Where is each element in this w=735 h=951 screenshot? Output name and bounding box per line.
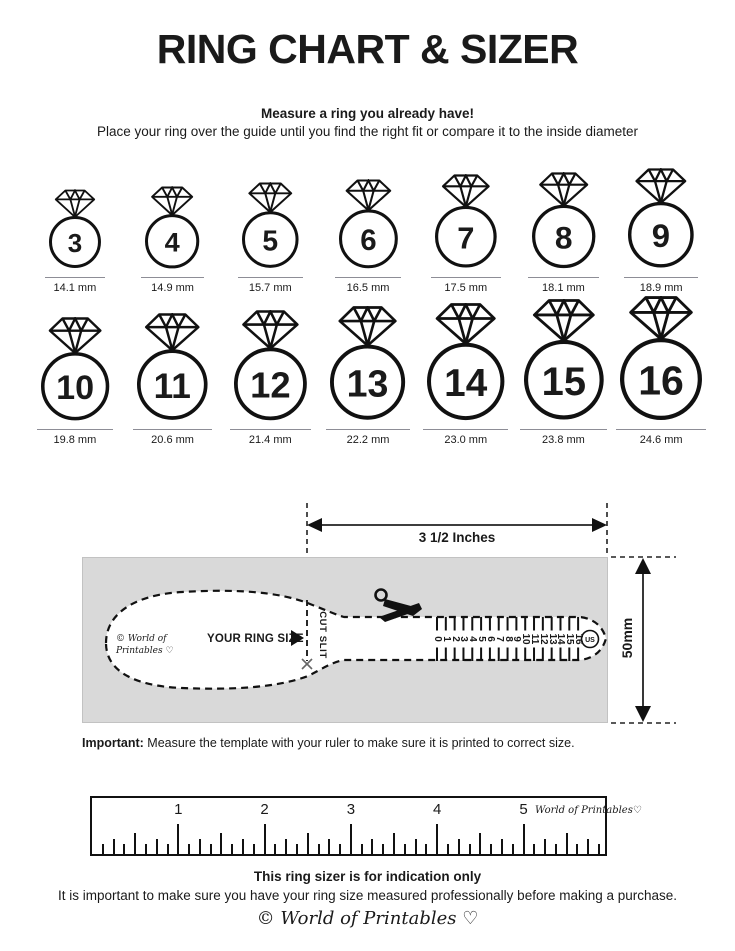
ring-size-number: 6 xyxy=(359,223,377,257)
ruler-tick xyxy=(253,844,255,855)
diamond-ring-icon xyxy=(36,317,114,425)
ruler-tick xyxy=(361,844,363,855)
ring-size-number: 7 xyxy=(457,220,475,256)
diamond-ring-icon xyxy=(527,172,600,273)
size-scale-number: 16 xyxy=(573,633,585,645)
ring-underline xyxy=(230,429,311,430)
ruler-tick xyxy=(501,839,503,854)
ruler-tick xyxy=(285,839,287,854)
ring-size-item xyxy=(417,303,515,446)
size-scale-number: 5 xyxy=(476,636,488,642)
size-scale-number: 7 xyxy=(493,636,505,642)
ring-size-number: 14 xyxy=(444,362,488,406)
ring-diameter-label: 24.6 mm xyxy=(639,434,683,446)
ring-size-item xyxy=(612,296,710,446)
ruler-tick xyxy=(328,839,330,854)
ruler-tick xyxy=(318,844,320,855)
ruler-tick xyxy=(350,824,352,854)
diamond-ring-icon xyxy=(623,168,699,273)
cut-slit-label: CUT SLIT xyxy=(317,611,328,659)
ruler-tick xyxy=(167,844,169,855)
ruler-tick xyxy=(156,839,158,854)
ring-size-item xyxy=(515,172,613,294)
ruler-tick xyxy=(220,833,222,854)
ring-underline xyxy=(133,429,212,430)
ruler-tick xyxy=(512,844,514,855)
ring-diameter-label: 14.1 mm xyxy=(53,282,97,294)
ring-size-number: 12 xyxy=(250,364,291,406)
size-scale-number: 4 xyxy=(467,636,479,642)
ring-size-number: 4 xyxy=(165,226,181,258)
diamond-ring-icon xyxy=(615,296,707,425)
pointer-triangle-icon xyxy=(291,630,304,646)
ring-underline xyxy=(520,429,608,430)
ruler-tick xyxy=(307,833,309,854)
size-scale-number: 11 xyxy=(529,633,541,645)
subtitle-bold: Measure a ring you already have! xyxy=(260,106,475,121)
ring-diameter-label: 17.5 mm xyxy=(444,282,488,294)
ring-diameter-label: 16.5 mm xyxy=(346,282,390,294)
ruler-tick xyxy=(533,844,535,855)
your-ring-size-label: YOUR RING SIZE xyxy=(207,633,304,645)
ring-underline xyxy=(335,277,402,278)
subtitle: Place your ring over the guide until you find the right fit or compare it to the inside diameter xyxy=(96,124,639,139)
height-dimension-label: 50mm xyxy=(619,617,635,659)
ring-row-sizes-10-16 xyxy=(26,296,710,446)
ruler-tick xyxy=(587,839,589,854)
ring-diameter-label: 19.8 mm xyxy=(53,434,97,446)
ruler-tick xyxy=(371,839,373,854)
ring-size-number: 5 xyxy=(262,224,279,257)
ruler-inch-number: 4 xyxy=(433,801,442,818)
ruler-tick xyxy=(145,844,147,855)
ring-underline xyxy=(624,277,698,278)
ruler-inch-number: 5 xyxy=(519,801,528,818)
ring-size-item xyxy=(417,174,515,294)
diamond-ring-icon xyxy=(140,186,204,273)
ruler-tick xyxy=(134,833,136,854)
ring-underline xyxy=(431,277,501,278)
ruler-tick xyxy=(490,844,492,855)
ring-underline xyxy=(37,429,113,430)
ring-diameter-label: 21.4 mm xyxy=(248,434,292,446)
ruler-tick xyxy=(188,844,190,855)
ruler-tick xyxy=(544,839,546,854)
ring-size-number: 15 xyxy=(541,360,586,405)
ring-size-item xyxy=(26,189,124,294)
ruler-tick xyxy=(598,844,600,855)
ruler-tick xyxy=(113,839,115,854)
width-dimension-label: 3 1/2 Inches xyxy=(418,530,496,545)
footer-line: It is important to make sure you have your ring size measured professionally before making a purchase. xyxy=(57,888,678,903)
ring-size-number: 9 xyxy=(652,217,671,255)
diamond-ring-icon xyxy=(325,306,410,425)
us-badge-label: US xyxy=(585,637,595,644)
diamond-ring-icon xyxy=(519,299,609,425)
ruler-tick xyxy=(576,844,578,855)
ring-size-number: 3 xyxy=(67,227,83,258)
page-title: RING CHART & SIZER xyxy=(156,26,579,72)
ruler-tick xyxy=(123,844,125,855)
ring-size-number: 11 xyxy=(153,367,192,407)
ring-size-item xyxy=(319,306,417,446)
printable-ruler xyxy=(90,796,642,856)
size-scale-number: 9 xyxy=(511,636,523,642)
ruler-tick xyxy=(415,839,417,854)
ruler-tick xyxy=(177,824,179,854)
ring-underline xyxy=(423,429,508,430)
arrow-down-icon xyxy=(635,706,651,722)
diamond-ring-icon xyxy=(229,310,312,425)
ring-underline xyxy=(45,277,105,278)
ruler-tick xyxy=(210,844,212,855)
ring-underline xyxy=(326,429,409,430)
ruler-tick xyxy=(199,839,201,854)
ring-underline xyxy=(238,277,303,278)
ring-underline xyxy=(528,277,599,278)
ring-size-item xyxy=(221,182,319,294)
ring-row-sizes-3-9 xyxy=(26,174,710,294)
ruler-tick xyxy=(393,833,395,854)
ring-diameter-label: 15.7 mm xyxy=(248,282,292,294)
ring-diameter-label: 22.2 mm xyxy=(346,434,390,446)
ruler-tick xyxy=(339,844,341,855)
ring-size-item xyxy=(124,313,222,446)
ruler-tick xyxy=(523,824,525,854)
ring-size-item xyxy=(26,317,124,446)
size-scale-number: 15 xyxy=(564,633,576,645)
diamond-ring-icon xyxy=(44,189,106,273)
ruler-tick xyxy=(102,844,104,855)
ruler-tick xyxy=(296,844,298,855)
ruler-tick xyxy=(555,844,557,855)
important-label: Important: xyxy=(82,736,144,750)
diamond-ring-icon xyxy=(422,303,509,425)
ruler-tick xyxy=(436,824,438,854)
ring-size-item xyxy=(612,168,710,294)
sizer-brand-text: © World of Printables ♡ xyxy=(116,634,174,656)
size-scale-number: 10 xyxy=(520,633,532,645)
ruler-tick xyxy=(382,844,384,855)
ruler-tick xyxy=(404,844,406,855)
ruler-tick xyxy=(458,839,460,854)
ruler-tick xyxy=(566,833,568,854)
size-scale-number: 13 xyxy=(546,633,558,645)
ruler-tick xyxy=(231,844,233,855)
diamond-ring-icon xyxy=(334,179,403,273)
ruler-tick xyxy=(425,844,427,855)
size-scale-number: 2 xyxy=(449,636,461,642)
size-scale-number: 1 xyxy=(440,636,452,642)
ring-size-number: 10 xyxy=(55,368,94,407)
ring-diameter-label: 18.1 mm xyxy=(542,282,585,294)
ruler-tick xyxy=(242,839,244,854)
arrow-right-icon xyxy=(592,518,607,532)
ring-underline xyxy=(616,429,706,430)
ring-diameter-label: 23.0 mm xyxy=(444,434,488,446)
size-scale-number: 3 xyxy=(458,636,470,642)
size-scale-number: 14 xyxy=(555,633,567,645)
ring-size-number: 16 xyxy=(638,357,684,404)
footer-brand-text: © World of Printables ♡ xyxy=(256,908,479,929)
ring-sizer-figure xyxy=(0,495,735,745)
diamond-ring-icon xyxy=(430,174,502,273)
ring-diameter-label: 20.6 mm xyxy=(151,434,194,446)
ruler-tick xyxy=(479,833,481,854)
arrow-up-icon xyxy=(635,558,651,574)
ring-diameter-label: 14.9 mm xyxy=(151,282,194,294)
size-scale-number: 12 xyxy=(537,633,549,645)
size-scale-number: 6 xyxy=(484,636,496,642)
footer-bold-line: This ring sizer is for indication only xyxy=(253,869,482,884)
ruler-inch-number: 2 xyxy=(260,801,269,818)
ring-size-item xyxy=(221,310,319,446)
important-text: Measure the template with your ruler to make sure it is printed to correct size. xyxy=(143,736,575,750)
ruler-inch-number: 3 xyxy=(346,801,356,818)
ruler-inch-number: 1 xyxy=(174,801,183,818)
ruler-tick xyxy=(264,824,266,854)
arrow-left-icon xyxy=(307,518,322,532)
ring-underline xyxy=(141,277,203,278)
ruler-tick xyxy=(469,844,471,855)
ruler-brand-text: World of Printables♡ xyxy=(535,805,642,816)
diamond-ring-icon xyxy=(132,313,213,425)
ring-diameter-label: 18.9 mm xyxy=(639,282,683,294)
ring-size-number: 8 xyxy=(554,219,573,256)
important-note xyxy=(82,736,575,750)
diamond-ring-icon xyxy=(237,182,304,273)
size-scale-number: 8 xyxy=(502,636,514,642)
ruler-tick xyxy=(447,844,449,855)
ring-diameter-label: 23.8 mm xyxy=(542,434,585,446)
ring-size-item xyxy=(319,179,417,294)
ruler-tick xyxy=(274,844,276,855)
ring-size-item xyxy=(515,299,613,446)
ring-size-item xyxy=(124,186,222,294)
ring-size-number: 13 xyxy=(347,362,389,405)
size-scale-number: 0 xyxy=(432,636,443,642)
